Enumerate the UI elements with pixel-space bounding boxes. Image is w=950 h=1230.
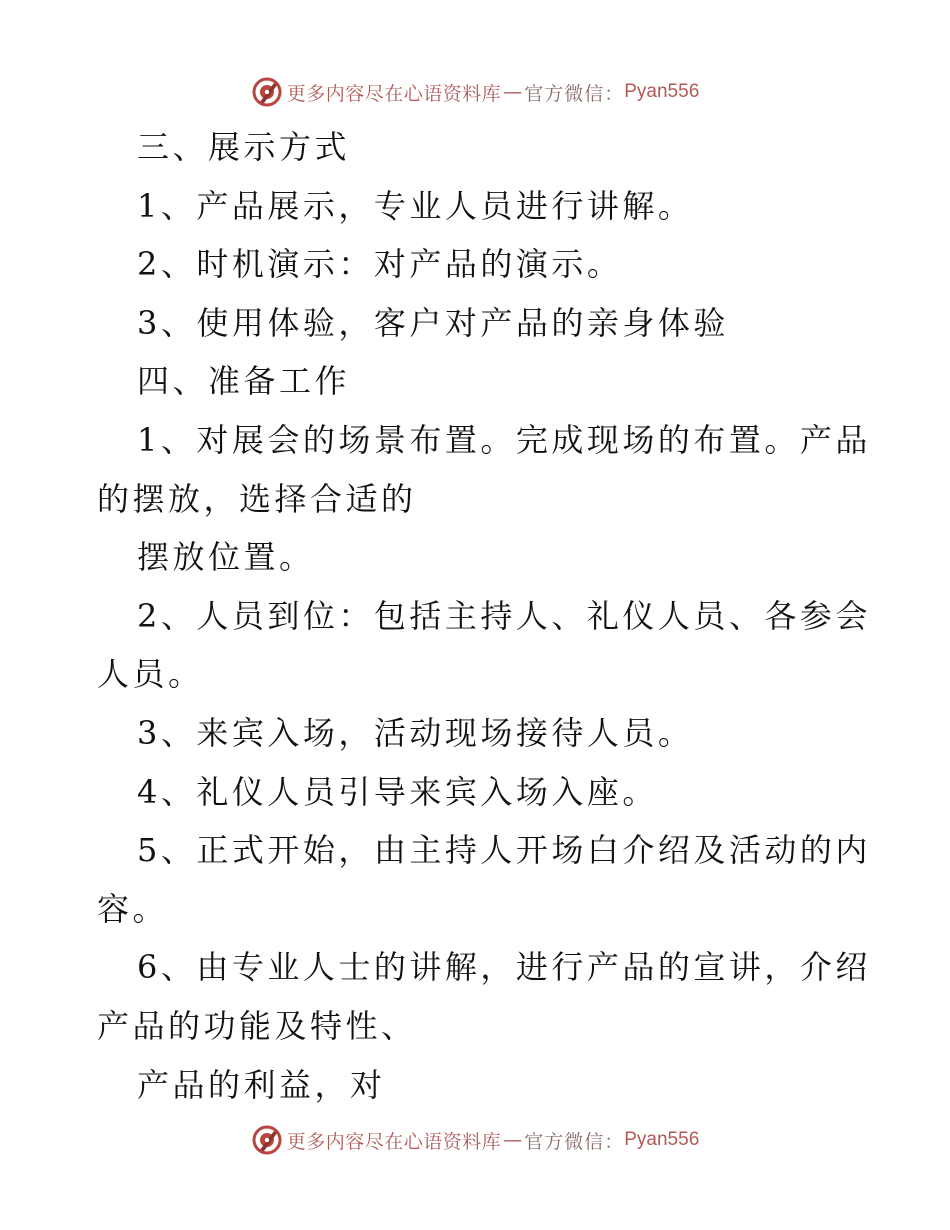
paragraph-line: 4、礼仪人员引导来宾入场入座。 [137,772,658,811]
paragraph-line: 容。 [97,889,169,928]
section-heading-display-method: 三、展示方式 [137,128,351,166]
pen-nib-icon [251,1124,283,1156]
paragraph-line: 摆放位置。 [137,538,315,577]
watermark-site-text: 更多内容尽在心语资料库 [286,82,502,105]
watermark-site-text: 更多内容尽在心语资料库 [286,1130,502,1153]
paragraph-line: 6、由专业人士的讲解，进行产品的宣讲，介绍 [137,948,871,987]
watermark-wechat-id: Pyan556 [624,1129,700,1150]
watermark-separator: — [503,81,523,103]
paragraph-line: 1、对展会的场景布置。完成现场的布置。产品 [137,420,871,459]
pen-nib-icon [251,76,283,108]
footer-watermark [0,1120,950,1160]
header-watermark [0,72,950,112]
watermark-wechat-label: 官方微信： [524,1130,625,1153]
paragraph-line: 2、人员到位：包括主持人、礼仪人员、各参会 [137,596,871,635]
document-body [97,118,871,1114]
paragraph-line: 产品的利益，对 [137,1065,386,1104]
paragraph-line: 2、时机演示：对产品的演示。 [137,245,623,284]
paragraph-line: 3、使用体验，客户对产品的亲身体验 [137,303,729,342]
paragraph-line: 人员。 [97,655,204,694]
paragraph-line: 产品的功能及特性、 [97,1006,417,1045]
watermark-separator: — [503,1129,523,1151]
section-heading-preparation: 四、准备工作 [137,362,351,401]
watermark-wechat-label: 官方微信： [524,82,625,105]
paragraph-line: 5、正式开始，由主持人开场白介绍及活动的内 [137,831,871,870]
paragraph-line: 3、来宾入场，活动现场接待人员。 [137,713,694,752]
paragraph-line: 1、产品展示，专业人员进行讲解。 [137,186,694,225]
paragraph-line: 的摆放，选择合适的 [97,479,417,518]
watermark-wechat-id: Pyan556 [624,81,700,102]
